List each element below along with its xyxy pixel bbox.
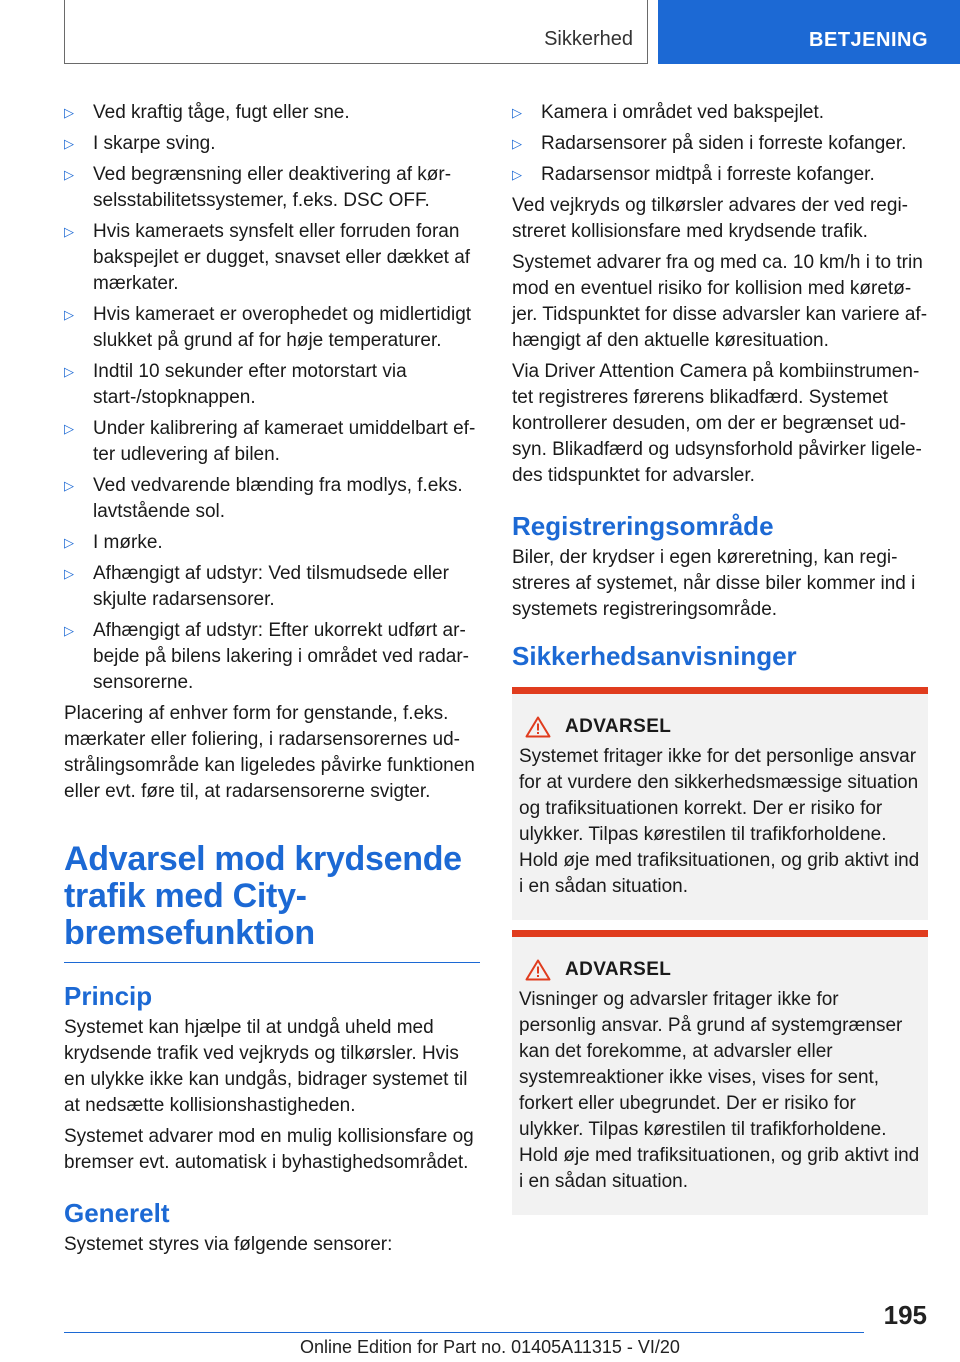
body-paragraph: Biler, der krydser i egen køreretning, kan registreres af systemet, når disse biler kommer ind i systemets registreringsområde. — [512, 547, 916, 620]
body-paragraph: Systemet kan hjælpe til at undgå uheld med krydsende trafik ved vejkryds og tilkørsler. Hvis en ulykke ikke kan undgås, bidrager systemet til at nedsætte kollisionshastigheden. — [64, 1017, 468, 1116]
sensors-list — [512, 100, 928, 188]
left-column — [64, 100, 480, 1263]
warning-title: ADVARSEL — [565, 716, 672, 737]
triangle-right-outline-icon: ▷ — [64, 167, 74, 182]
section-title: Advarsel mod krydsende trafik med City-bremsefunktion — [64, 840, 462, 952]
body-paragraph: Via Driver Attention Camera på kombiinstrumentet registreres førerens blikadfærd. Systemet kontrollerer desuden, om der er begrænset udsyn. Blikadfærd og udsynsforhold påvirker ligeledes tidspunktet for advarsler. — [512, 361, 922, 486]
warning-box — [512, 930, 928, 1215]
warning-box — [512, 687, 928, 920]
warning-title: ADVARSEL — [565, 959, 672, 980]
list-item: ▷ I skarpe sving. — [64, 131, 480, 157]
body-paragraph: Placering af enhver form for genstande, f.eks. mærkater eller foliering, i radarsensorernes udstrålingsområde kan ligeledes påvirke funktionen eller evt. føre til, at radarsensorerne svigter. — [64, 703, 475, 802]
triangle-right-outline-icon: ▷ — [64, 566, 74, 581]
list-item: ▷ Afhængigt af udstyr: Efter ukorrekt udført arbejde på bilens lakering i området ved radarsensorerne. — [64, 620, 469, 693]
footer-edition: Online Edition for Part no. 01405A11315 - VI/20 — [300, 1337, 680, 1357]
list-item: ▷ Ved vedvarende blænding fra modlys, f.eks. lavtstående sol. — [64, 475, 463, 522]
subsection-title-sikkerhed: Sikkerhedsanvisninger — [512, 641, 797, 671]
footer-rule — [64, 1332, 864, 1333]
list-item: ▷ Under kalibrering af kameraet umiddelbart efter udlevering af bilen. — [64, 418, 476, 465]
triangle-right-outline-icon: ▷ — [512, 105, 522, 120]
header-chapter-label: BETJENING — [809, 29, 928, 51]
list-item: ▷ Radarsensor midtpå i forreste kofanger. — [512, 162, 928, 188]
triangle-right-outline-icon: ▷ — [64, 364, 74, 379]
list-item: ▷ Ved kraftig tåge, fugt eller sne. — [64, 100, 480, 126]
section-title-rule — [64, 962, 480, 963]
triangle-right-outline-icon: ▷ — [64, 421, 74, 436]
conditions-list — [64, 100, 480, 696]
header-section-box — [64, 0, 648, 64]
list-item: ▷ I mørke. — [64, 530, 480, 556]
subsection-title-generelt: Generelt — [64, 1198, 170, 1228]
body-paragraph: Systemet advarer fra og med ca. 10 km/h i to trin mod en eventuel risiko for kollision med køretøjer. Tidspunktet for disse advarsler kan variere afhængigt af den aktuelle køresituation. — [512, 252, 928, 351]
warning-text: Systemet fritager ikke for det personlige ansvar for at vurdere den sikkerhedsmæssige situation og trafiksituationen korrekt. Der er risiko for ulykker. Tilpas kørestilen til trafikforholdene. Hold øje med trafiksituationen, og grib aktivt ind i en sådan situation. — [519, 746, 920, 897]
body-paragraph: Systemet styres via følgende sensorer: — [64, 1234, 393, 1255]
warning-triangle-icon — [525, 959, 551, 981]
triangle-right-outline-icon: ▷ — [512, 136, 522, 151]
list-item: ▷ Indtil 10 sekunder efter motorstart via start-/stopknappen. — [64, 361, 407, 408]
triangle-right-outline-icon: ▷ — [64, 105, 74, 120]
triangle-right-outline-icon: ▷ — [64, 623, 74, 638]
triangle-right-outline-icon: ▷ — [64, 307, 74, 322]
list-item: ▷ Kamera i området ved bakspejlet. — [512, 100, 928, 126]
triangle-right-outline-icon: ▷ — [64, 535, 74, 550]
list-item: ▷ Afhængigt af udstyr: Ved tilsmudsede eller skjulte radarsensorer. — [64, 563, 449, 610]
body-paragraph: Systemet advarer mod en mulig kollisionsfare og bremser evt. automatisk i byhastighedsområdet. — [64, 1126, 474, 1173]
subsection-title-princip: Princip — [64, 981, 153, 1011]
subsection-title-registrering: Registreringsområde — [512, 511, 774, 541]
header-chapter-box — [658, 0, 960, 64]
page-number: 195 — [883, 1300, 927, 1330]
triangle-right-outline-icon: ▷ — [64, 224, 74, 239]
list-item: ▷ Hvis kameraet er overophedet og midlertidigt slukket på grund af for høje temperaturer. — [64, 304, 472, 351]
body-paragraph: Ved vejkryds og tilkørsler advares der ved registreret kollisionsfare med krydsende trafik. — [512, 195, 908, 242]
triangle-right-outline-icon: ▷ — [64, 136, 74, 151]
triangle-right-outline-icon: ▷ — [512, 167, 522, 182]
list-item: ▷ Radarsensorer på siden i forreste kofanger. — [512, 131, 928, 157]
warning-triangle-icon — [525, 716, 551, 738]
list-item: ▷ Hvis kameraets synsfelt eller forruden foran bakspejlet er dugget, snavset eller dækket af mærkater. — [64, 221, 471, 294]
warning-text: Visninger og advarsler fritager ikke for personlig ansvar. På grund af systemgrænser kan det forekomme, at advarsler eller systemreaktioner ikke vises, vises for sent, forkert eller ubegrundet. Der er risiko for ulykker. Tilpas kørestilen til trafikforholdene. Hold øje med trafiksituationen, og grib aktivt ind i en sådan situation. — [519, 989, 920, 1192]
right-column — [512, 100, 928, 1215]
header-section-label: Sikkerhed — [544, 28, 633, 50]
triangle-right-outline-icon: ▷ — [64, 478, 74, 493]
list-item: ▷ Ved begrænsning eller deaktivering af kørselsstabilitetssystemer, f.eks. DSC OFF. — [64, 164, 452, 211]
